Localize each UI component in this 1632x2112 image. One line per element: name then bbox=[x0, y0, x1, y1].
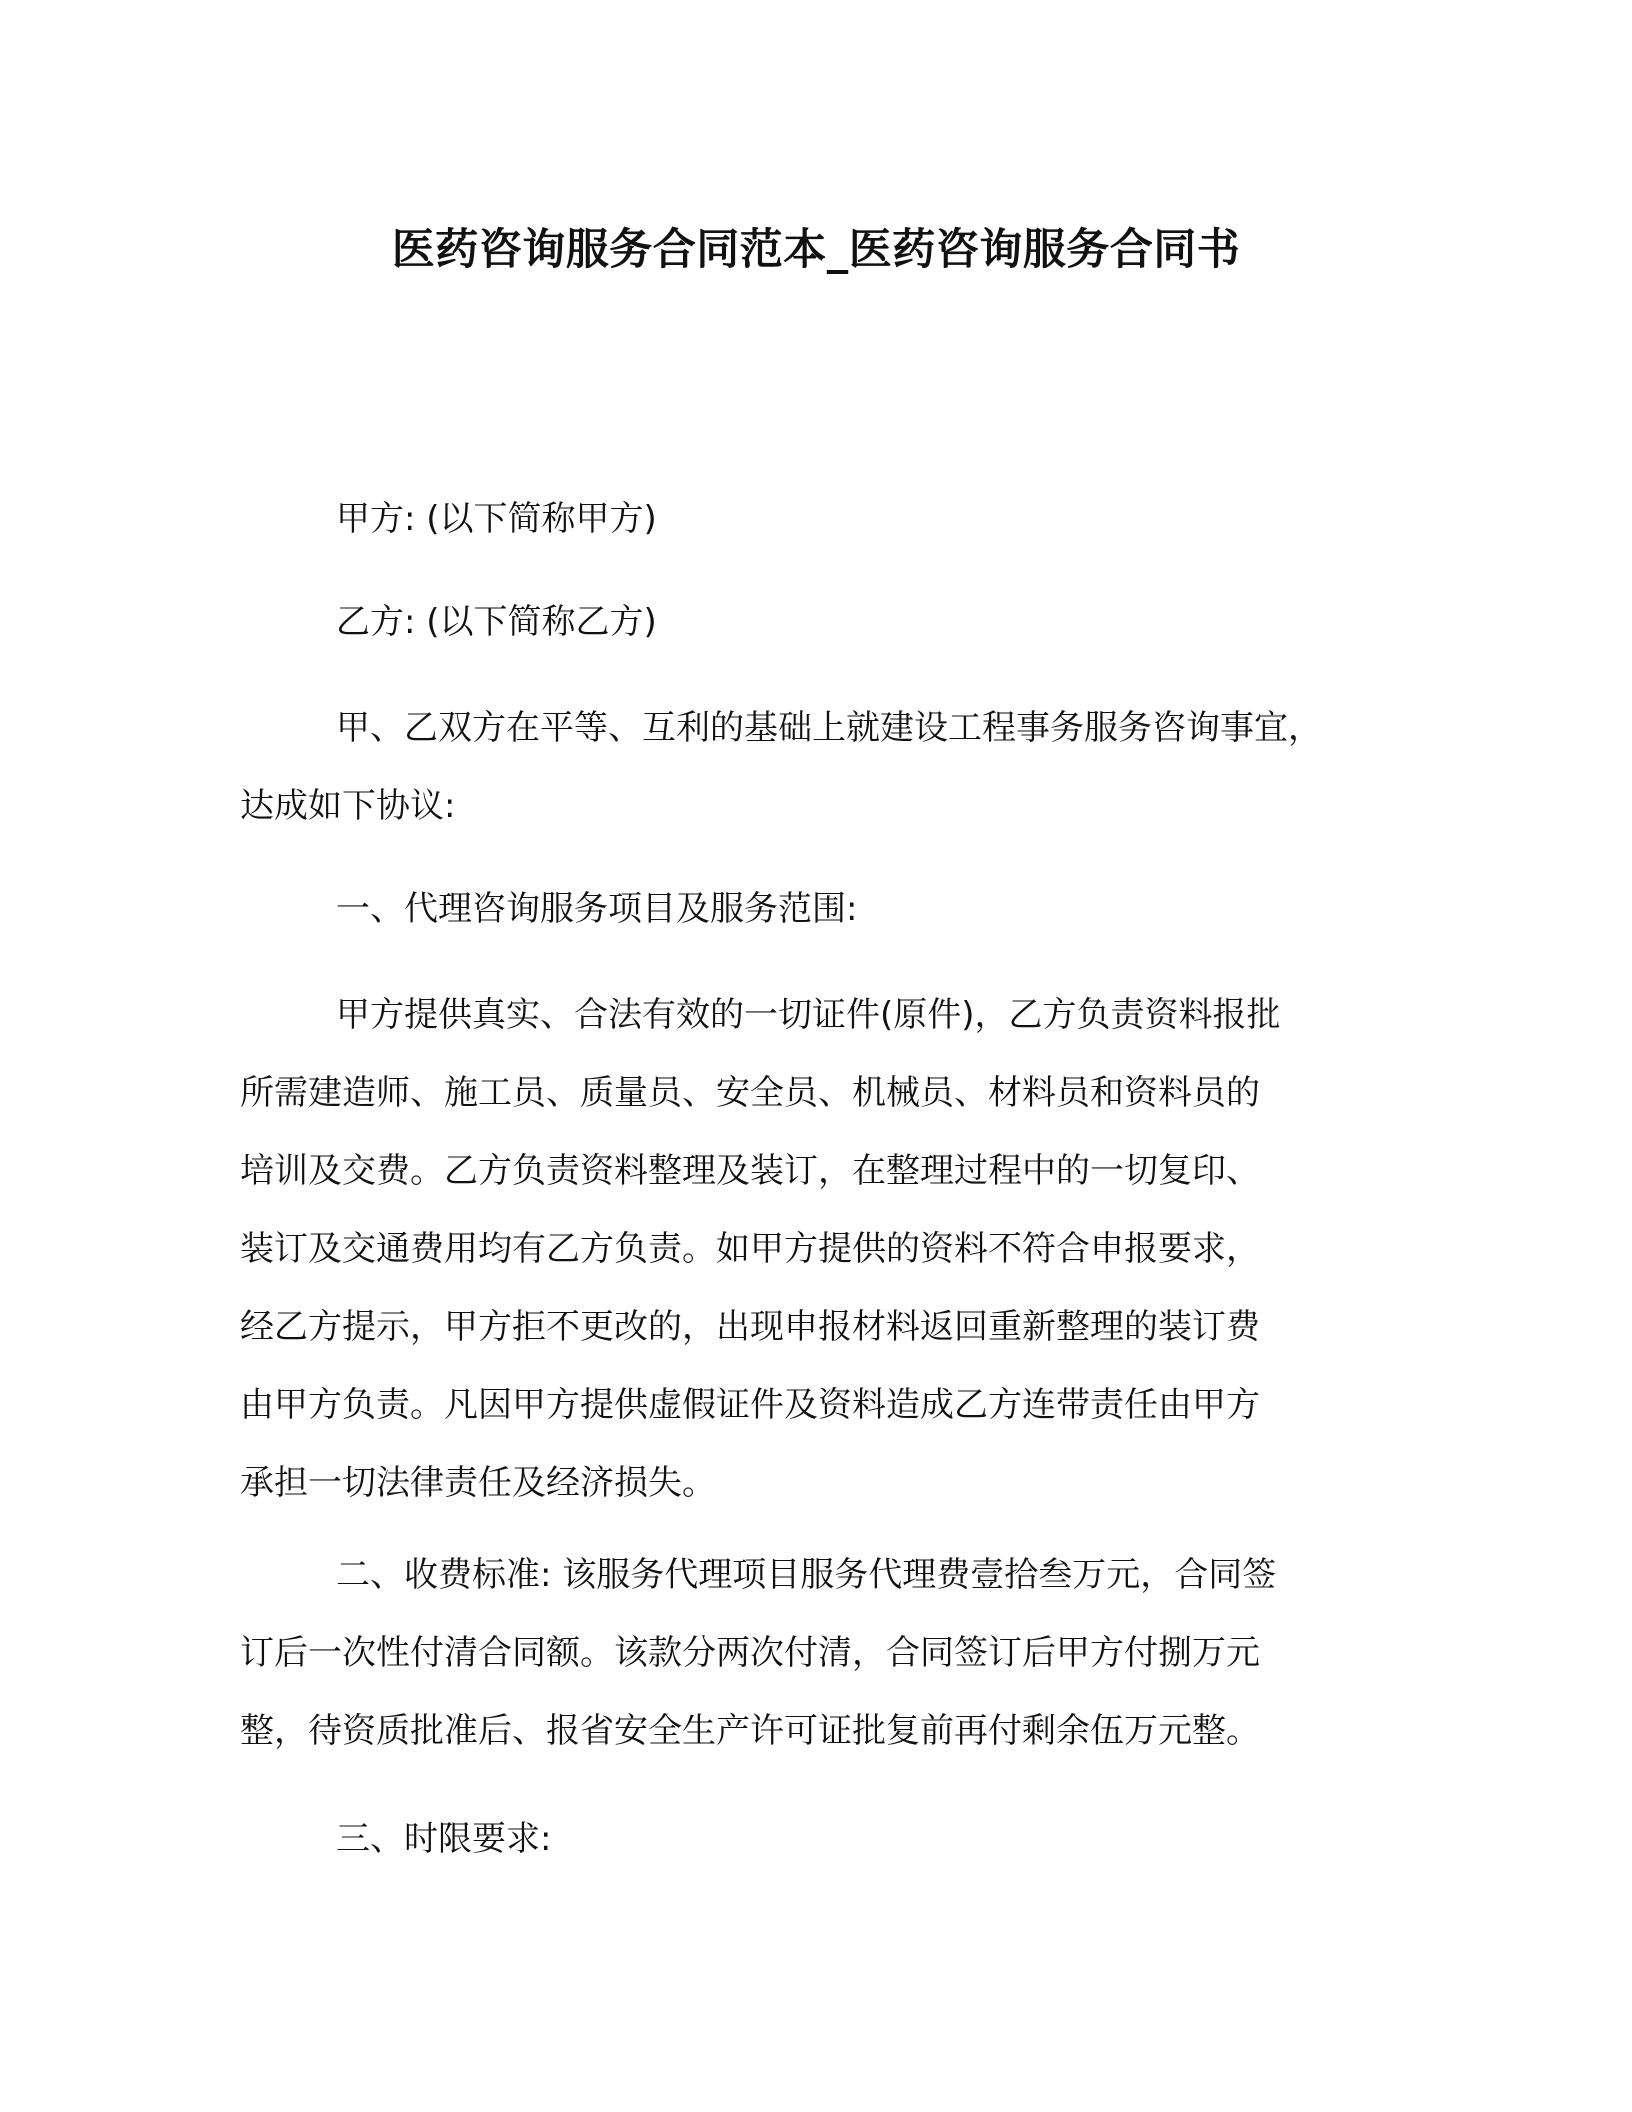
section-1-line-6: 由甲方负责。凡因甲方提供虚假证件及资料造成乙方连带责任由甲方 bbox=[240, 1385, 1260, 1425]
section-3-heading bbox=[240, 1800, 1400, 1878]
section-3-heading-text: 三、时限要求: bbox=[336, 1819, 552, 1859]
section-1-heading-text: 一、代理咨询服务项目及服务范围: bbox=[336, 889, 858, 929]
party-b-line bbox=[240, 583, 1400, 661]
section-1-body bbox=[240, 976, 1400, 1522]
section-2-line-1: 二、收费标准: 该服务代理项目服务代理费壹拾叁万元，合同签 bbox=[336, 1555, 1277, 1595]
section-1-line-1: 甲方提供真实、合法有效的一切证件(原件)，乙方负责资料报批 bbox=[336, 995, 1281, 1035]
party-b-text: 乙方: (以下简称乙方) bbox=[336, 602, 657, 642]
section-1-line-4: 装订及交通费用均有乙方负责。如甲方提供的资料不符合申报要求， bbox=[240, 1229, 1260, 1269]
party-a-line bbox=[240, 480, 1400, 558]
intro-line-2: 达成如下协议: bbox=[240, 786, 456, 826]
section-2-line-2: 订后一次性付清合同额。该款分两次付清，合同签订后甲方付捌万元 bbox=[240, 1633, 1260, 1673]
document-title: 医药咨询服务合同范本_医药咨询服务合同书 bbox=[391, 225, 1241, 275]
section-1-line-5: 经乙方提示，甲方拒不更改的，出现申报材料返回重新整理的装订费 bbox=[240, 1307, 1260, 1347]
intro-line-1: 甲、乙双方在平等、互利的基础上就建设工程事务服务咨询事宜， bbox=[336, 708, 1322, 748]
section-2-line-3: 整，待资质批准后、报省安全生产许可证批复前再付剩余伍万元整。 bbox=[240, 1711, 1260, 1751]
section-1-line-2: 所需建造师、施工员、质量员、安全员、机械员、材料员和资料员的 bbox=[240, 1073, 1260, 1113]
section-2-body bbox=[240, 1536, 1400, 1770]
intro-paragraph bbox=[240, 689, 1400, 845]
section-1-line-7: 承担一切法律责任及经济损失。 bbox=[240, 1463, 716, 1503]
section-1-line-3: 培训及交费。乙方负责资料整理及装订，在整理过程中的一切复印、 bbox=[240, 1151, 1260, 1191]
section-1-heading bbox=[240, 870, 1400, 948]
party-a-text: 甲方: (以下简称甲方) bbox=[336, 499, 657, 539]
